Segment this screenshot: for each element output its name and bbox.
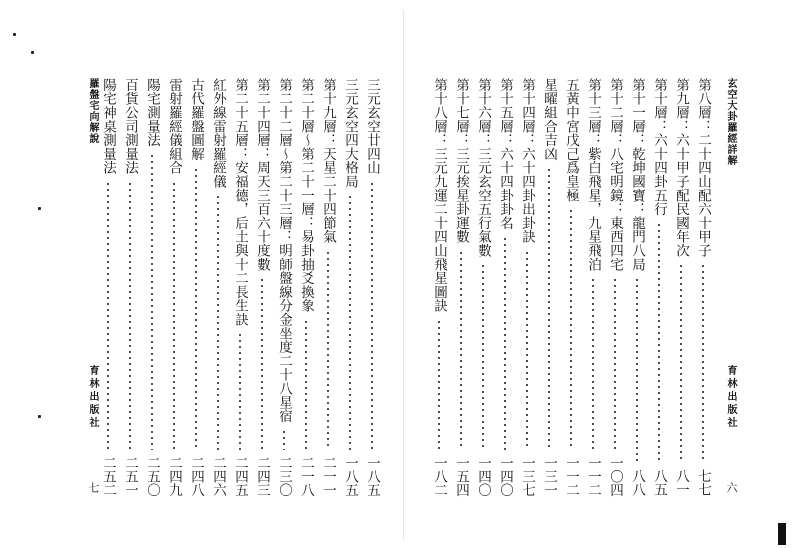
toc-entry-title: 第十六層：三元玄空五行氣數 bbox=[475, 78, 491, 258]
toc-entry-title: 紅外線雷射羅經儀 bbox=[210, 78, 226, 189]
toc-entry-page: 二四五 bbox=[232, 455, 248, 496]
toc-entry-title: 第十一層：乾坤國寶：龍門八局 bbox=[629, 78, 645, 272]
toc-entry-page: 八一 bbox=[673, 469, 689, 496]
toc-entry bbox=[562, 78, 580, 496]
toc-leader-dots bbox=[239, 332, 241, 449]
toc-leader-dots bbox=[327, 250, 329, 450]
toc-entry-page: 二五〇 bbox=[144, 455, 160, 496]
left-page-header: 羅盤宅向解說 bbox=[87, 78, 98, 144]
toc-entry-page: 二五二 bbox=[100, 455, 116, 496]
toc-leader-dots bbox=[151, 153, 153, 450]
toc-leader-dots bbox=[482, 263, 484, 449]
toc-leader-dots bbox=[129, 181, 131, 450]
toc-entry-page: 二四六 bbox=[210, 455, 226, 496]
toc-entry-page: 八五 bbox=[651, 469, 667, 496]
toc-entry bbox=[121, 78, 139, 496]
toc-entry-title: 三元玄空四大格局 bbox=[342, 78, 358, 189]
toc-entry bbox=[518, 78, 536, 496]
toc-leader-dots bbox=[526, 250, 528, 450]
toc-entry-page: 一一二 bbox=[585, 455, 601, 496]
toc-entry bbox=[275, 78, 293, 496]
left-page-footer: 育林出版社 bbox=[87, 365, 98, 430]
toc-leader-dots bbox=[438, 319, 440, 450]
toc-entry-page: 一八二 bbox=[431, 455, 447, 496]
toc-entry bbox=[231, 78, 249, 496]
toc-leader-dots bbox=[371, 181, 373, 450]
toc-entry bbox=[628, 78, 646, 496]
toc-entry-title: 第二十二層～第二十三層：明師盤線分金坐度二十八星宿 bbox=[276, 78, 292, 423]
toc-entry bbox=[253, 78, 271, 496]
right-page-header: 玄空大卦羅經詳解 bbox=[725, 78, 736, 166]
toc-entry-title: 第十三層：紫白飛星，九星飛泊 bbox=[585, 78, 601, 272]
toc-entry bbox=[672, 78, 690, 496]
toc-entry-page: 二五一 bbox=[122, 455, 138, 496]
toc-entry-page: 二三〇 bbox=[276, 455, 292, 496]
toc-entry bbox=[341, 78, 359, 496]
toc-entry bbox=[650, 78, 668, 496]
toc-entry-title: 第二十四層：周天三百六十度數 bbox=[254, 78, 270, 272]
toc-entry-title: 第十層：六十四卦五行 bbox=[651, 78, 667, 216]
toc-entry-title: 雷射羅經儀組合 bbox=[166, 78, 182, 175]
toc-entry bbox=[143, 78, 161, 496]
toc-entry-title: 第十七層：三元挨星卦運數 bbox=[453, 78, 469, 244]
toc-entry-title: 第八層：二十四山配六十甲子 bbox=[695, 78, 711, 258]
toc-entry-page: 二一一 bbox=[320, 455, 336, 496]
toc-entry-title: 第九層：六十甲子配民國年次 bbox=[673, 78, 689, 258]
toc-entry-title: 五黃中宮戊己爲皇極 bbox=[563, 78, 579, 203]
toc-entry bbox=[606, 78, 624, 496]
toc-entry-title: 第二十五層：安福德，后土與十二長生訣 bbox=[232, 78, 248, 327]
toc-leader-dots bbox=[460, 250, 462, 450]
toc-entry-title: 第十五層：六十四卦卦名 bbox=[497, 78, 513, 230]
toc-entry-title: 第十九層：天星二十四節氣 bbox=[320, 78, 336, 244]
toc-leader-dots bbox=[195, 167, 197, 450]
toc-entry bbox=[209, 78, 227, 496]
toc-entry-page: 一八五 bbox=[342, 455, 358, 496]
toc-entry-page: 七七 bbox=[695, 469, 711, 496]
toc-entry bbox=[319, 78, 337, 496]
toc-entry-title: 三元玄空廿四山 bbox=[364, 78, 380, 175]
toc-leader-dots bbox=[305, 319, 307, 450]
right-page bbox=[404, 0, 793, 548]
toc-entry-page: 二四三 bbox=[254, 455, 270, 496]
toc-entry bbox=[474, 78, 492, 496]
toc-leader-dots bbox=[107, 181, 109, 450]
toc-entry bbox=[584, 78, 602, 496]
toc-entry-title: 百貨公司測量法 bbox=[122, 78, 138, 175]
toc-entry-title: 第二十層～第二十一層：易卦抽爻換象 bbox=[298, 78, 314, 313]
toc-entry-page: 一三七 bbox=[519, 455, 535, 496]
toc-entry bbox=[297, 78, 315, 496]
toc-entry bbox=[496, 78, 514, 496]
toc-leader-dots bbox=[570, 208, 572, 449]
toc-entry-page: 一〇四 bbox=[607, 455, 623, 496]
toc-entry-title: 古代羅盤圖解 bbox=[188, 78, 204, 161]
toc-leader-dots bbox=[173, 181, 175, 450]
toc-entry-page: 二四九 bbox=[166, 455, 182, 496]
toc-entry bbox=[165, 78, 183, 496]
toc-leader-dots bbox=[548, 167, 550, 450]
toc-leader-dots bbox=[349, 194, 351, 449]
toc-entry-page: 一三一 bbox=[541, 455, 557, 496]
toc-leader-dots bbox=[658, 222, 660, 463]
toc-entry-title: 星曜組合吉凶 bbox=[541, 78, 557, 161]
right-page-number: 六 bbox=[725, 482, 738, 493]
right-page-footer: 育林出版社 bbox=[725, 365, 736, 430]
toc-entry-title: 陽宅神桌測量法 bbox=[100, 78, 116, 175]
toc-entry-page: 二四八 bbox=[188, 455, 204, 496]
toc-entry bbox=[99, 78, 117, 496]
toc-leader-dots bbox=[592, 277, 594, 449]
toc-entry bbox=[430, 78, 448, 496]
toc-leader-dots bbox=[283, 429, 285, 450]
toc-entry-page: 一四〇 bbox=[497, 455, 513, 496]
toc-entry-title: 第十八層：三元九運二十四山飛星圖訣 bbox=[431, 78, 447, 313]
toc-entry bbox=[452, 78, 470, 496]
toc-entry bbox=[363, 78, 381, 496]
toc-leader-dots bbox=[217, 194, 219, 449]
toc-entry-title: 陽宅測量法 bbox=[144, 78, 160, 147]
toc-entry-title: 第十二層：八宅明鏡：東西四宅 bbox=[607, 78, 623, 272]
left-page-number: 七 bbox=[87, 482, 100, 493]
toc-entry-page: 二一八 bbox=[298, 455, 314, 496]
toc-leader-dots bbox=[702, 263, 704, 463]
toc-entry-page: 一一二 bbox=[563, 455, 579, 496]
toc-leader-dots bbox=[504, 236, 506, 450]
toc-entry-page: 一八五 bbox=[364, 455, 380, 496]
toc-entry-page: 八八 bbox=[629, 469, 645, 496]
toc-entry bbox=[694, 78, 712, 496]
toc-leader-dots bbox=[614, 277, 616, 449]
toc-entry-page: 一五四 bbox=[453, 455, 469, 496]
toc-leader-dots bbox=[680, 263, 682, 463]
toc-entry-title: 第十四層：六十四卦出卦訣 bbox=[519, 78, 535, 244]
toc-leader-dots bbox=[636, 277, 638, 463]
toc-leader-dots bbox=[261, 277, 263, 449]
toc-entry bbox=[540, 78, 558, 496]
toc-entry bbox=[187, 78, 205, 496]
toc-entry-page: 一四〇 bbox=[475, 455, 491, 496]
